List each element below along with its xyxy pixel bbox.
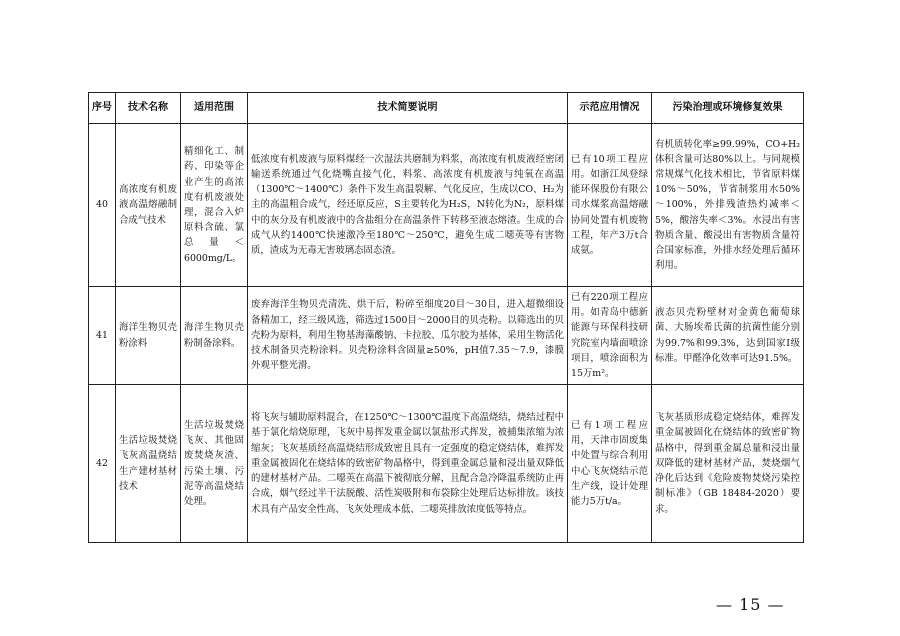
- row-effect: 液态贝壳粉壁材对金黄色葡萄球菌、大肠埃希氏菌的抗菌性能分别为99.7%和99.3%，达到国家I级标准。甲醛净化效率可达91.5%。: [652, 287, 804, 385]
- row-desc: 废弃海洋生物贝壳清洗、烘干后，粉碎至细度20目～30目，进入超微细设备精加工，经三级风选，筛选过1500目～2000目的贝壳粉。以筛选出的贝壳粉为原料，利用生物基海藻酸钠、卡拉胶、瓜尔胶为基体，采用生物活化技术制备贝壳粉涂料。贝壳粉涂料含固量≥50%，pH值7.35～7.9，漆膜外观平整光滑。: [248, 287, 568, 385]
- header-effect: 污染治理或环境修复效果: [652, 93, 804, 124]
- row-demo: 已有1项工程应用，天津市固废集中处置与综合利用中心飞灰烧结示范生产线，设计处理能力5万t/a。: [568, 385, 652, 543]
- row-effect: 有机质转化率≥99.99%，CO+H₂体积含量可达80%以上。与同规模常规煤气化技术相比，节省原料煤10%～50%，节省制浆用水50%～100%，外排残渣热灼减率＜5%，酸溶失率＜3%。水浸出有害物质含量、酸浸出有害物质含量符合国家标准，外排水经处理后循环利用。: [652, 124, 804, 287]
- row-desc: 将飞灰与辅助原料混合，在1250℃～1300℃温度下高温烧结，烧结过程中基于氯化焙烧原理，飞灰中易挥发重金属以氯盐形式挥发，被捕集浓缩为浓缩灰；飞灰基质经高温烧结形成致密且具有一定强度的稳定烧结体，难挥发重金属被固化在烧结体的致密矿物晶格中，得到重金属总量和浸出量双降低的建材基材产品。二噁英在高温下被彻底分解，且配合急冷降温系统防止再合成，烟气经过半干法脱酸、活性炭吸附和布袋除尘处理后达标排放。该技术具有产品安全性高、飞灰处理成本低、二噁英排放浓度低等特点。: [248, 385, 568, 543]
- row-name: 高浓度有机废液高温熔融制合成气技术: [116, 124, 181, 287]
- header-scope: 适用范围: [181, 93, 248, 124]
- row-scope: 海洋生物贝壳粉制备涂料。: [181, 287, 248, 385]
- row-name: 生活垃圾焚烧飞灰高温烧结生产建材基材技术: [116, 385, 181, 543]
- header-demo: 示范应用情况: [568, 93, 652, 124]
- table-header-row: [89, 93, 804, 124]
- row-desc: 低浓度有机废液与原料煤经一次湿法共磨制为料浆，高浓度有机废液经密闭输送系统通过气化烧嘴直接气化，料浆、高浓度有机废液与纯氧在高温（1300℃～1400℃）条件下发生高温裂解、气化反应，生成以CO、H₂为主的高温粗合成气，经还原反应，S主要转化为H₂S，N转化为N₂，原料煤中的灰分及有机废液中的含盐组分在高温条件下转移至液态熔渣。生成的合成气从约1400℃快速激冷至180℃～250℃，避免生成二噁英等有害物质，渣成为无毒无害玻璃态固态渣。: [248, 124, 568, 287]
- table-row: [89, 385, 804, 543]
- page-number: — 15 —: [716, 595, 785, 614]
- row-name: 海洋生物贝壳粉涂料: [116, 287, 181, 385]
- table-row: [89, 287, 804, 385]
- document-page: [88, 92, 803, 543]
- row-effect: 飞灰基质形成稳定烧结体，难挥发重金属被固化在烧结体的致密矿物晶格中，得到重金属总量和浸出量双降低的建材基材产品，焚烧烟气净化后达到《危险废物焚烧污染控制标准》（GB 18484-2020）要求。: [652, 385, 804, 543]
- header-no: 序号: [89, 93, 116, 124]
- row-scope: 精细化工、制药、印染等企业产生的高浓度有机废液处理，混合入炉原料含硫、氯总量＜6000mg/L。: [181, 124, 248, 287]
- header-name: 技术名称: [116, 93, 181, 124]
- row-no: 42: [89, 385, 116, 543]
- row-no: 41: [89, 287, 116, 385]
- header-desc: 技术简要说明: [248, 93, 568, 124]
- table-row: [89, 124, 804, 287]
- row-scope: 生活垃圾焚烧飞灰、其他固废焚烧灰渣、污染土壤、污泥等高温烧结处理。: [181, 385, 248, 543]
- technology-table: [88, 92, 804, 543]
- row-demo: 已有220项工程应用。如青岛中德新能源与环保科技研究院室内墙面喷涂项目，喷涂面积为15万m²。: [568, 287, 652, 385]
- row-demo: 已有10项工程应用。如浙江凤登绿能环保股份有限公司水煤浆高温熔融协同处置有机废物工程，年产3万t合成氨。: [568, 124, 652, 287]
- row-no: 40: [89, 124, 116, 287]
